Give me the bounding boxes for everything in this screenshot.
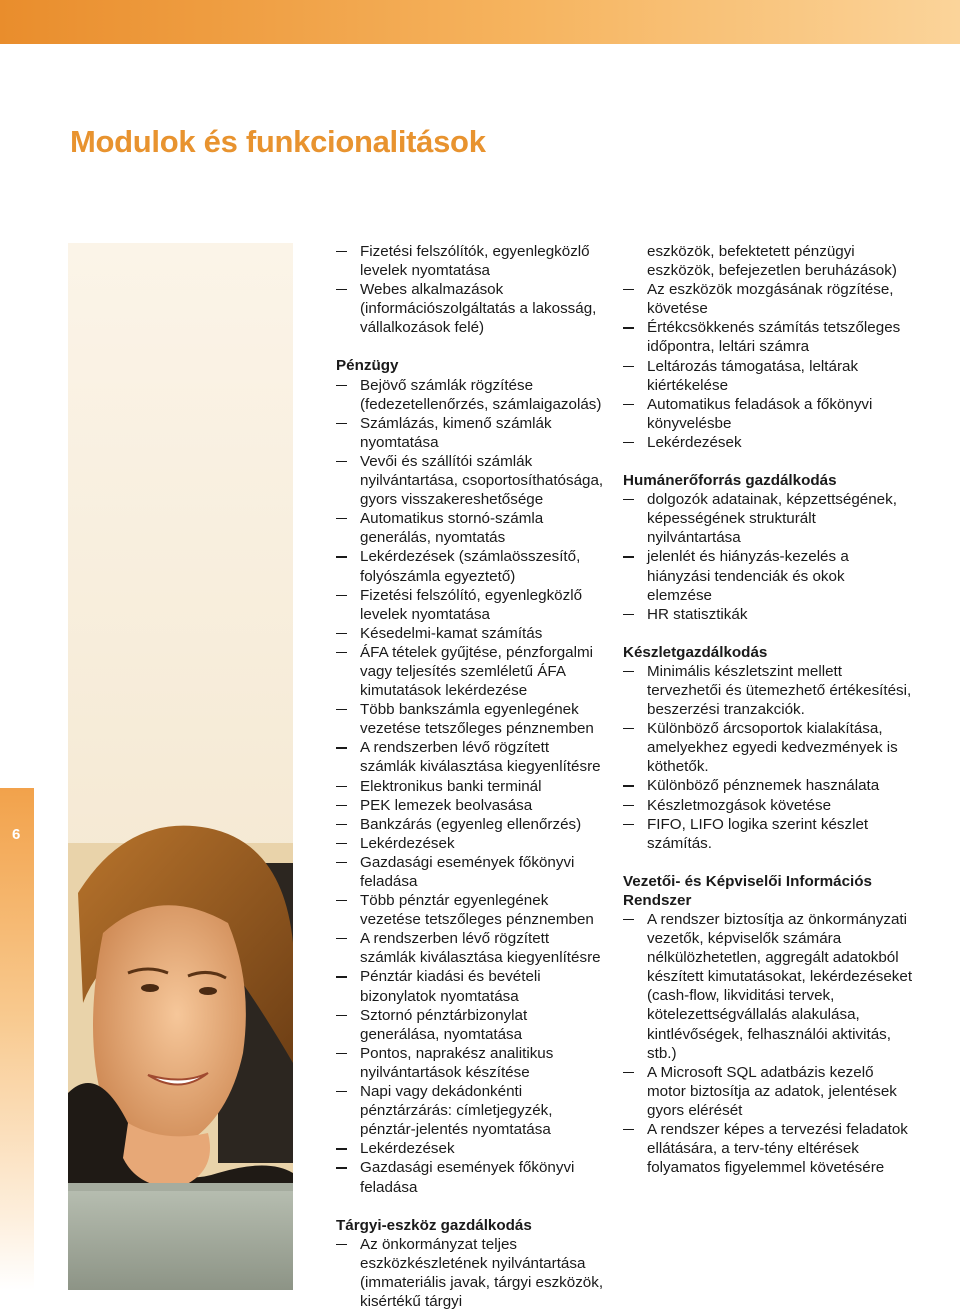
hr-list [623, 490, 913, 624]
list-item: ÁFA tételek gyűjtése, pénzforgalmi vagy teljesítés szemléletű ÁFA kimutatások lekérdezése [336, 643, 608, 700]
page-number: 6 [12, 826, 21, 843]
list-item: Bankzárás (egyenleg ellenőrzés) [336, 815, 608, 834]
penzugy-list [336, 376, 608, 1197]
list-item: Értékcsökkenés számítás tetszőleges időpontra, leltári számra [623, 318, 913, 356]
list-item: A rendszerben lévő rögzített számlák kiválasztása kiegyenlítésre [336, 738, 608, 776]
page-title: Modulok és funkcionalitások [70, 124, 486, 159]
list-item: FIFO, LIFO logika szerint készlet számítás. [623, 815, 913, 853]
section-title-penzugy: Pénzügy [336, 357, 399, 375]
intro-list [336, 242, 608, 337]
portrait-photo [68, 243, 293, 1290]
list-item: Pontos, naprakész analitikus nyilvántartások készítése [336, 1044, 608, 1082]
section-title-hr: Humánerőforrás gazdálkodás [623, 472, 837, 490]
list-item: Fizetési felszólító, egyenlegközlő levelek nyomtatása [336, 586, 608, 624]
top-color-bar [0, 0, 960, 44]
targyi-list-continued [623, 280, 913, 452]
list-item: jelenlét és hiányzás-kezelés a hiányzási tendenciák és okok elemzése [623, 547, 913, 604]
list-item: Automatikus feladások a főkönyvi könyvelésbe [623, 395, 913, 433]
list-item: Leltározás támogatása, leltárak kiértékelése [623, 357, 913, 395]
list-item: A rendszer képes a tervezési feladatok ellátására, a terv-tény eltérések folyamatos figyelemmel követésére [623, 1120, 913, 1177]
column-left [336, 242, 608, 1311]
list-item: Pénztár kiadási és bevételi bizonylatok nyomtatása [336, 967, 608, 1005]
list-item: Több bankszámla egyenlegének vezetése tetszőleges pénznemben [336, 700, 608, 738]
list-item: Késedelmi-kamat számítás [336, 624, 608, 643]
list-item: Több pénztár egyenlegének vezetése tetszőleges pénznemben [336, 891, 608, 929]
list-item: Lekérdezések [336, 1139, 608, 1158]
list-item: A rendszer biztosítja az önkormányzati vezetők, képviselők számára nélkülözhetetlen, aggregált adatokból készített kimutatásokat, lekérdezéseket (cash-flow, likviditási tervek, kötelezettségvállalás alakulása, kintlévőségek, felhasználói aktivitás, stb.) [623, 910, 913, 1063]
targyi-list [336, 1235, 608, 1311]
section-title-keszlet: Készletgazdálkodás [623, 643, 768, 661]
list-item: Lekérdezések [336, 834, 608, 853]
list-item: Számlázás, kimenő számlák nyomtatása [336, 414, 608, 452]
list-item: Vevői és szállítói számlák nyilvántartása, csoportosíthatósága, gyors visszakereshetősége [336, 452, 608, 509]
list-item: Különböző pénznemek használata [623, 776, 913, 795]
vezetoi-list [623, 910, 913, 1177]
list-item: Készletmozgások követése [623, 796, 913, 815]
list-item-continued: eszközök, befektetett pénzügyi eszközök, befejezetlen beruházások) [647, 243, 897, 280]
list-item: Fizetési felszólítók, egyenlegközlő levelek nyomtatása [336, 242, 608, 280]
list-item: Különböző árcsoportok kialakítása, amelyekhez egyedi kedvezmények is köthetők. [623, 719, 913, 776]
list-item: A Microsoft SQL adatbázis kezelő motor biztosítja az adatok, jelentések gyors elérését [623, 1063, 913, 1120]
list-item: Lekérdezések [623, 433, 913, 452]
list-item: Lekérdezések (számlaösszesítő, folyószámla egyeztető) [336, 547, 608, 585]
list-item: dolgozók adatainak, képzettségének, képességének strukturált nyilvántartása [623, 490, 913, 547]
list-item: Gazdasági események főkönyvi feladása [336, 853, 608, 891]
list-item: Webes alkalmazások (információszolgáltatás a lakosság, vállalkozások felé) [336, 280, 608, 337]
list-item: Az önkormányzat teljes eszközkészletének nyilvántartása (immateriális javak, tárgyi eszközök, kisértékű tárgyi [336, 1235, 608, 1311]
keszlet-list [623, 662, 913, 853]
list-item: Az eszközök mozgásának rögzítése, követése [623, 280, 913, 318]
page-side-tab [0, 788, 34, 1290]
list-item: Bejövő számlák rögzítése (fedezetellenőrzés, számlaigazolás) [336, 376, 608, 414]
list-item: Automatikus stornó-számla generálás, nyomtatás [336, 509, 608, 547]
list-item: Elektronikus banki terminál [336, 777, 608, 796]
list-item: Gazdasági események főkönyvi feladása [336, 1158, 608, 1196]
section-title-targyi: Tárgyi-eszköz gazdálkodás [336, 1216, 532, 1234]
list-item: Napi vagy dekádonkénti pénztárzárás: címletjegyzék, pénztár-jelentés nyomtatása [336, 1082, 608, 1139]
list-item: Minimális készletszint mellett tervezhetői és ütemezhető értékesítési, beszerzési tranzakciók. [623, 662, 913, 719]
list-item: HR statisztikák [623, 605, 913, 624]
list-item: Sztornó pénztárbizonylat generálása, nyomtatása [336, 1006, 608, 1044]
list-item: A rendszerben lévő rögzített számlák kiválasztása kiegyenlítésre [336, 929, 608, 967]
list-item: PEK lemezek beolvasása [336, 796, 608, 815]
column-right [623, 242, 913, 1177]
section-title-vezetoi: Vezetői- és Képviselői Információs Rendszer [623, 872, 872, 909]
